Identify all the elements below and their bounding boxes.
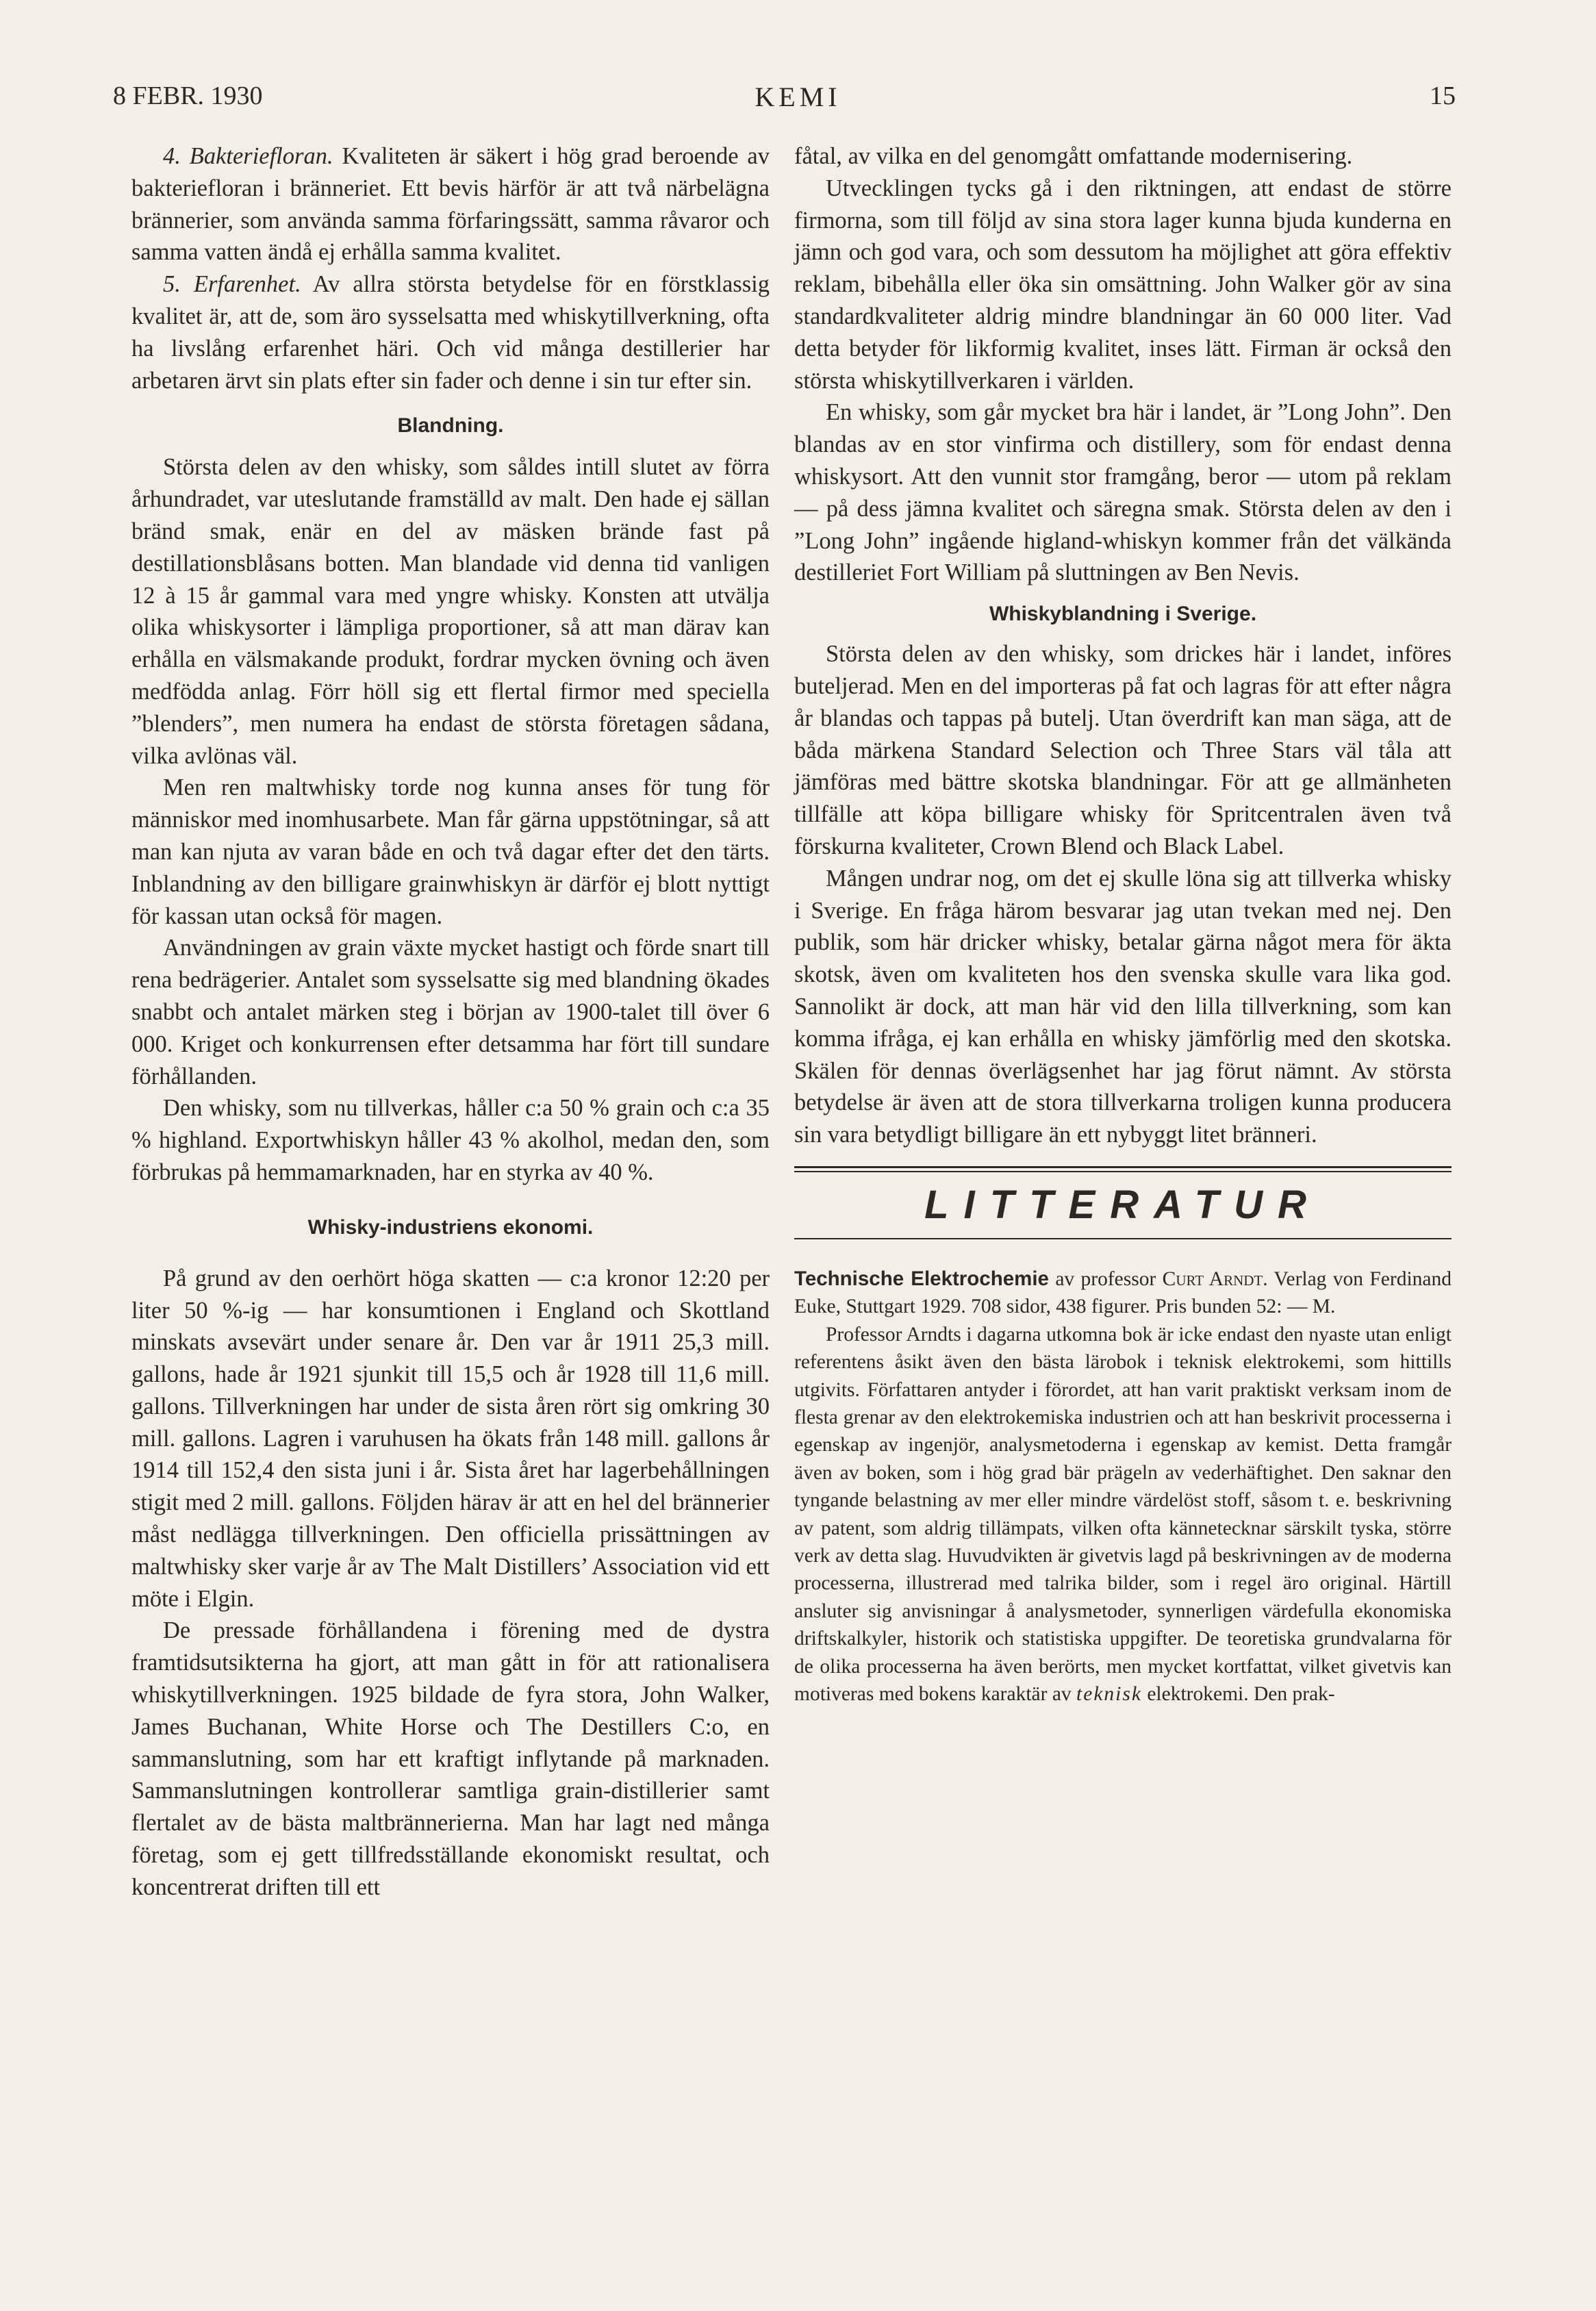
paragraph: Största delen av den whisky, som drickes här i landet, införes buteljerad. Men en del importeras på fat och lagras för att efter några år blandas och tappas på butelj. Utan överdrift kan man säga, att de båda märkena Standard Selection och Three Stars väl tåla att jämföras med bättre skotska blandningar. För att ge allmänheten tillfälle att köpa billigare whisky för Spritcentralen även två förskurna kvaliteter, Crown Blend och Black Label.: [794, 641, 1452, 859]
paragraph-label: 5. Erfarenhet.: [163, 271, 301, 298]
page-number: 15: [1430, 81, 1456, 110]
paragraph: De pressade förhållandena i förening med de dystra framtidsutsikterna ha gjort, att man gått in för att rationalisera whiskytillverkningen. 1925 bildade de fyra stora, John Walker, James Buchanan, White Horse och The Destillers C:o, en sammanslutning, som har ett kraftigt inflytande på marknaden. Sammanslutningen kontrollerar samtliga grain-distillerier samt flertalet av de bästa maltbrännerierna. Man har lagt ned många företag, som ej gett tillfredsställande ekonomiskt resultat, och koncentrerat driften till ett: [131, 1617, 770, 1900]
running-head: [0, 81, 1596, 122]
section-heading-blandning: Blandning.: [397, 414, 504, 438]
paragraph-bakteriefloran: 4. Bakteriefloran. Kvaliteten är säkert i hög grad beroende av bakteriefloran i bränneriet. Ett bevis härför är att två närbelägna brännerier, som använda samma förfaringssätt, samma råvaror och samma vatten ändå ej erhålla samma kvalitet.: [131, 143, 770, 266]
issue-date: 8 FEBR. 1930: [113, 81, 263, 110]
paragraph: En whisky, som går mycket bra här i landet, är ”Long John”. Den blandas av en stor vinfirma och distillery, som för endast denna whiskysort. Att den vunnit stor framgång, beror — utom på reklam — på dess jämna kvalitet och säregna smak. Största delen av den i ”Long John” ingående higland-whiskyn kommer från det välkända destilleriet Fort William på sluttningen av Ben Nevis.: [794, 399, 1452, 586]
paragraph: Mången undrar nog, om det ej skulle löna sig att tillverka whisky i Sverige. En fråga härom besvarar jag utan tvekan med nej. Den publik, som här dricker whisky, betalar gärna något mera för äkta skotsk, även om kvaliteten hos den svenska skulle vara lika god. Sannolikt är dock, att man här vid den lilla tillverkning, som kan komma ifråga, ej kan erhålla en whisky jämförlig med den skotska. Skälen för dennas överlägsenhet har jag förut nämnt. Av största betydelse är även att de stora tillverkarna troligen kunna producera sin vara betydligt billigare än ett nybyggt litet bränneri.: [794, 865, 1452, 1148]
book-author: Curt Arndt: [1162, 1267, 1263, 1290]
paragraph-continued: fåtal, av vilka en del genomgått omfattande modernisering.: [794, 143, 1353, 169]
book-citation: Technische Elektrochemie av professor Curt Arndt. Verlag von Ferdinand Euke, Stuttgart 1929. 708 sidor, 438 figurer. Pris bunden 52: — M.: [794, 1267, 1452, 1318]
section-rule: [794, 1166, 1452, 1168]
review-body: Professor Arndts i dagarna utkomna bok är icke endast den nyaste utan enligt referentens åsikt även den bästa lärobok i teknisk elektrokemi, som hittills utgivits. Författaren antyder i förordet, att han varit praktiskt verksam inom de flesta grenar av den elektrokemiska industrien och att han beskrivit processerna i egenskap av ingenjör, analysmetoderna i egenskap av kemist. Detta framgår även av boken, som i hög grad bär prägeln av vederhäftighet. Den saknar den tyngande belastning av mer eller mindre värdelöst stoff, såsom t. e. beskrivning av patent, som aldrig tillämpats, vilken ofta kännetecknar särskilt tyska, större verk av detta slag. Huvudvikten är givetvis lagd på beskrivningen av de moderna processerna, illustrerad med talrika bilder, som i regel äro original. Härtill ansluter sig anvisningar å analysmetoder, synnerligen värdefulla ekonomiska driftskalkyler, historik och statistiska uppgifter. De teoretiska grundvalarna för de olika processerna ha även berörts, men mycket kortfattat, vilket givetvis kan motiveras med bokens karaktär av teknisk elektrokemi. Den prak-: [794, 1323, 1452, 1705]
literature-banner: LITTERATUR: [924, 1182, 1321, 1227]
book-review: [794, 1265, 1452, 1708]
paragraph: På grund av den oerhört höga skatten — c:a kronor 12:20 per liter 50 %-ig — har konsumtionen i England och Skottland minskats avsevärt under senare år. Den var år 1911 25,3 mill. gallons, hade år 1921 sjunkit till 15,5 och år 1928 till 11,6 mill. gallons. Tillverkningen har under de sista åren rört sig omkring 30 mill. gallons. Lagren i varuhusen ha ökats från 148 mill. gallons år 1914 till 152,4 den sista juni i år. Sista året har lagerbehållningen stigit med 2 mill. gallons. Följden härav är att en hel del brännerier måst nedlägga tillverkningen. Den officiella prissättningen av maltwhisky sker varje år av The Malt Distillers’ Association vid ett möte i Elgin.: [131, 1265, 770, 1612]
paragraph: Den whisky, som nu tillverkas, håller c:a 50 % grain och c:a 35 % highland. Exportwhiskyn håller 43 % akolhol, medan den, som förbrukas på hemmamarknaden, har en styrka av 40 %.: [131, 1095, 770, 1185]
section-rule: [794, 1238, 1452, 1239]
book-title: Technische Elektrochemie: [794, 1267, 1049, 1290]
paragraph: Utvecklingen tycks gå i den riktningen, att endast de större firmorna, som till följd av sina stora lager kunna bjuda kunderna en jämn och god vara, och som dessutom ha möjlighet att göra effektiv reklam, bibehålla eller öka sin omsättning. John Walker gör av sina standardkvaliteter aldrig mindre blandningar än 60 000 liter. Vad detta betyder för likformig kvalitet, inses lätt. Firman är också den största whiskytillverkaren i världen.: [794, 175, 1452, 394]
left-column: [131, 140, 770, 1904]
paragraph: Men ren maltwhisky torde nog kunna anses för tung för människor med inomhusarbete. Man får gärna uppstötningar, så att man kan njuta av varan både en och två dagar efter det den tärts. Inblandning av den billigare grainwhiskyn är därför ej blott nyttigt för kassan utan också för magen.: [131, 774, 770, 929]
paragraph: Användningen av grain växte mycket hastigt och förde snart till rena bedrägerier. Antalet som sysselsatte sig med blandning ökades snabbt och antalet märken steg i början av 1900-talet till över 6 000. Kriget och konkurrensen efter detsamma har fört till sundare förhållanden.: [131, 935, 770, 1089]
section-heading-sverige: Whiskyblandning i Sverige.: [989, 603, 1257, 626]
section-heading-ekonomi: Whisky-industriens ekonomi.: [307, 1215, 594, 1239]
journal-title: KEMI: [755, 81, 841, 112]
paragraph: Största delen av den whisky, som såldes intill slutet av förra århundradet, var uteslutande framställd av malt. Den hade ej sällan bränd smak, enär en del av mäsken brände fast på destillationsblåsans botten. Man blandade vid denna tid vanligen 12 à 15 år gammal vara med yngre whisky. Konsten att utvälja olika whiskysorter i lämpliga proportioner, så att man därav kan erhålla en välsmakande produkt, fordrar mycken övning och även medfödda anlag. Förr höll sig ett flertal firmor med speciella ”blenders”, men numera ha endast de största företagen sådana, vilka avlönas väl.: [131, 454, 770, 769]
right-column: [794, 140, 1452, 1708]
paragraph-label: 4. Bakteriefloran.: [163, 143, 333, 169]
paragraph-erfarenhet: 5. Erfarenhet. Av allra största betydelse för en förstklassig kvalitet är, att de, som äro sysselsatta med whiskytillverkning, ofta ha livslång erfarenhet häri. Och vid många destillerier har arbetaren ärvt sin plats efter sin fader och denne i sin tur efter sin.: [131, 271, 770, 394]
